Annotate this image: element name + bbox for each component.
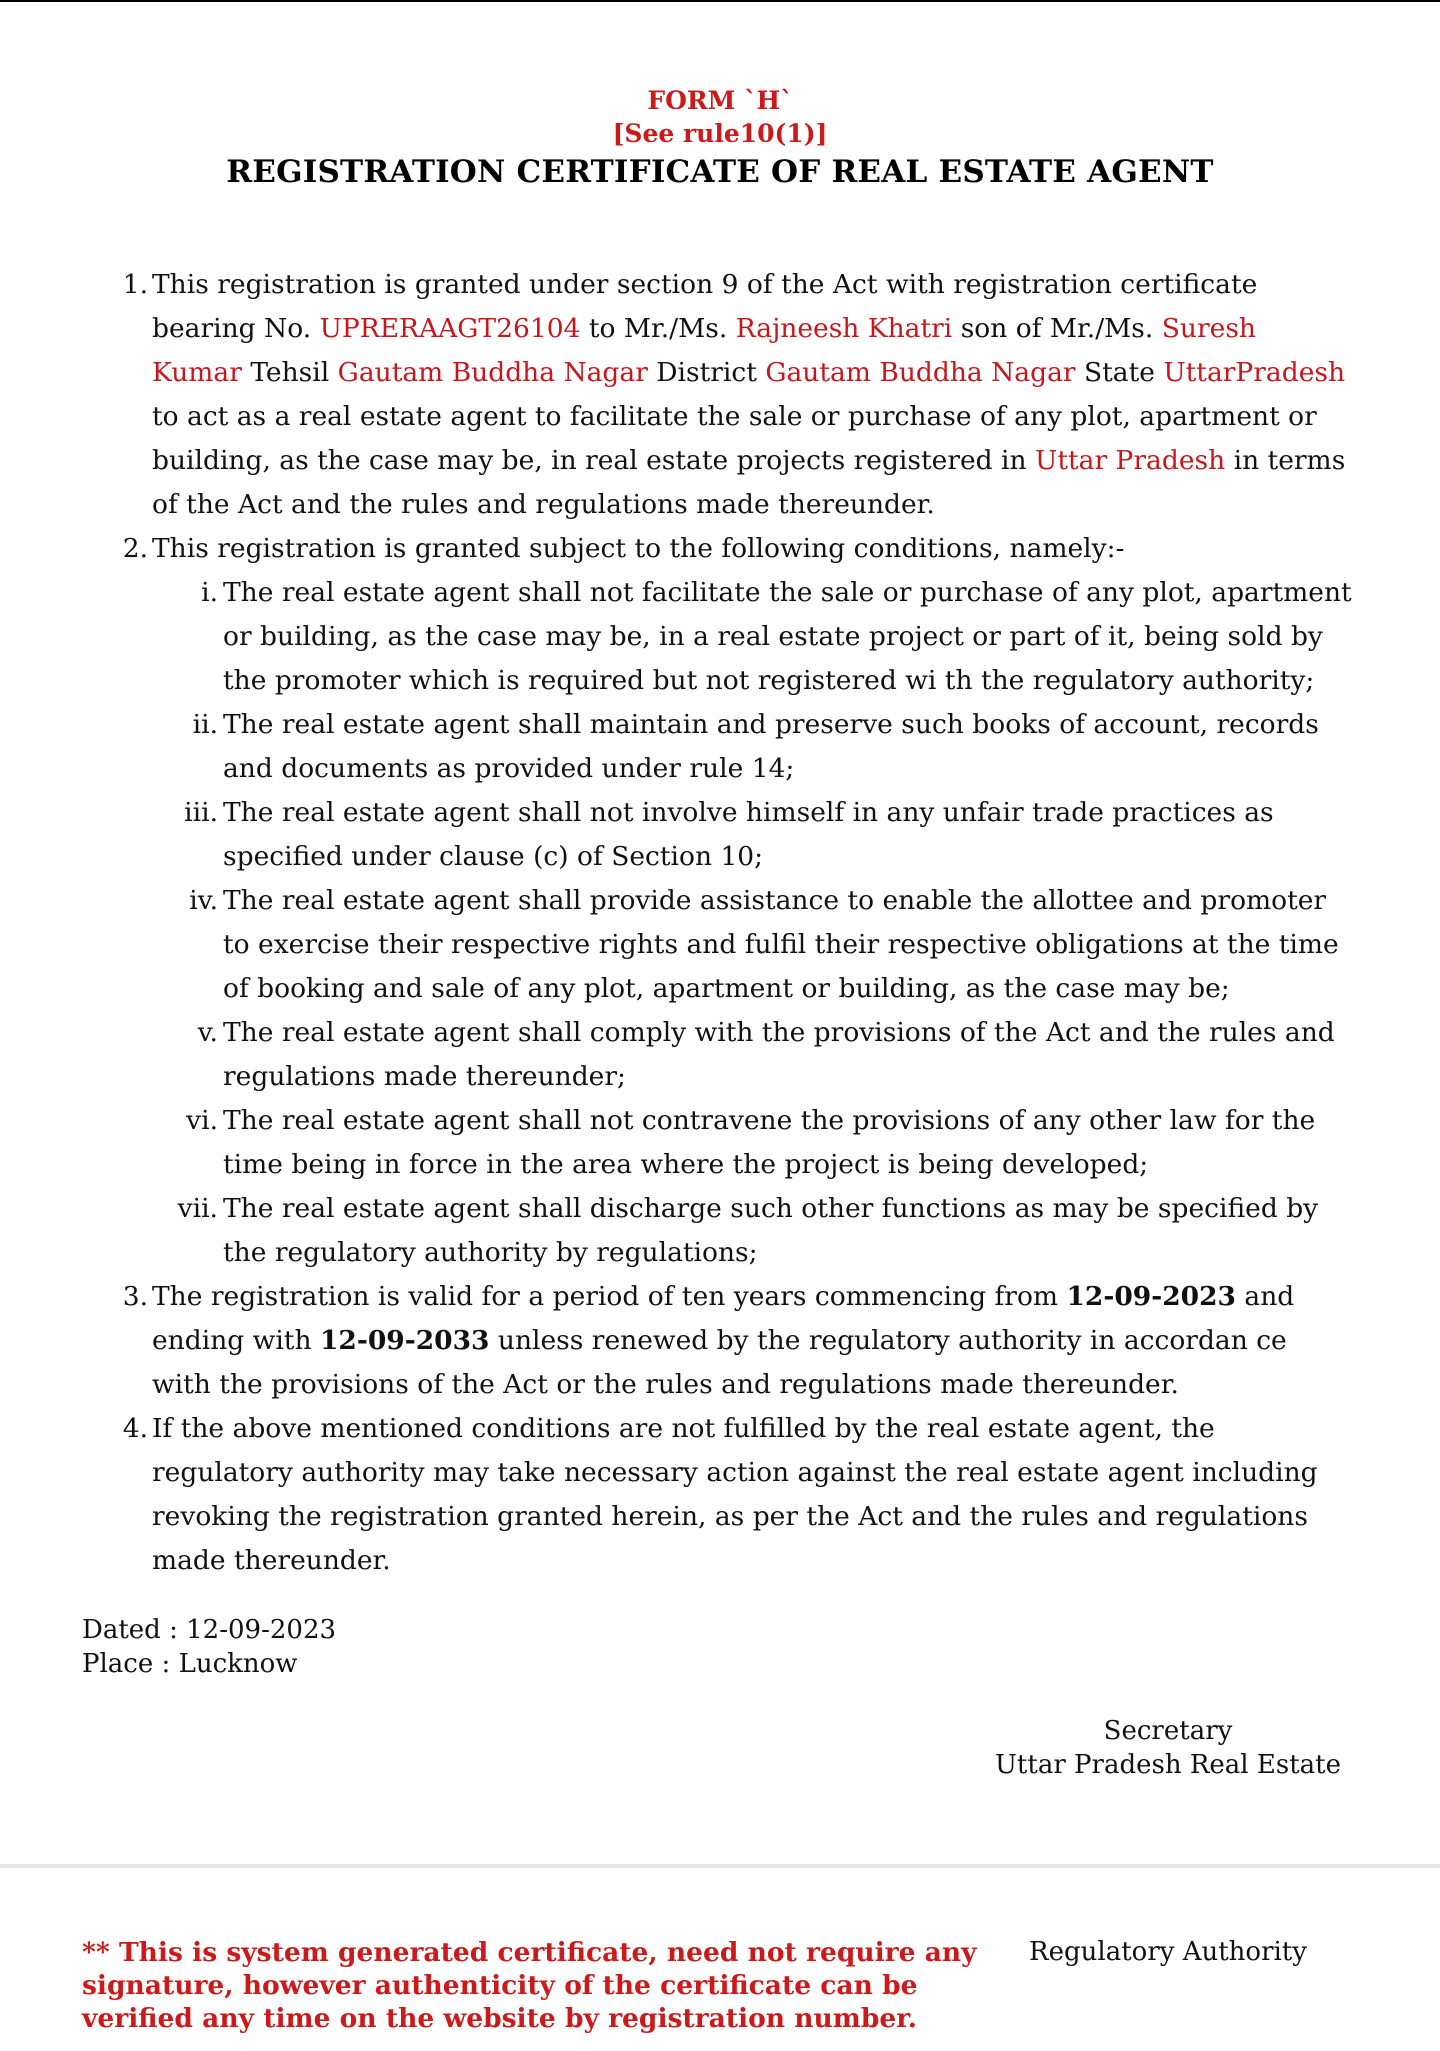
valid-to-date: 12-09-2033 xyxy=(319,1325,490,1356)
item-number: 1. xyxy=(122,269,148,300)
dated-line: Dated : 12-09-2023 xyxy=(82,1615,337,1645)
valid-from-date: 12-09-2023 xyxy=(1066,1281,1236,1312)
page-separator xyxy=(0,1864,1440,1868)
top-border xyxy=(0,0,1440,2)
signatory-org-continued: Regulatory Authority xyxy=(1029,1937,1307,1967)
date-place-block xyxy=(82,1613,336,1681)
form-label: FORM `H` xyxy=(647,86,793,115)
conditions-list xyxy=(0,263,1440,1583)
tehsil: Gautam Buddha Nagar xyxy=(337,357,648,388)
registration-number: UPRERAAGT26104 xyxy=(319,313,581,344)
list-item-2: 2. This registration is granted subject to the following conditions, namely:- xyxy=(0,527,1440,571)
parent-name: Suresh Kumar xyxy=(152,313,1256,388)
signatory-org: Uttar Pradesh Real Estate xyxy=(995,1750,1341,1780)
list-item-3: 3. The registration is valid for a period of ten years commencing from 12-09-2023 and ending with 12-09-2033 unless renewed by the regulatory authority in accordan ce with the provisions of the Act or the rules and regulations made thereunder. xyxy=(0,1275,1440,1407)
system-generated-note: ** This is system generated certificate, need not require any signature, however authenticity of the certificate can be verified any time on the website by registration number. xyxy=(82,1937,977,2034)
signatory-block xyxy=(968,1714,1368,1782)
list-item-4: 4. If the above mentioned conditions are not fulfilled by the real estate agent, the regulatory authority may take necessary action against the real estate agent including revoking the registration granted herein, as per the Act and the rules and regulations made thereunder. xyxy=(0,1407,1440,1583)
place-line: Place : Lucknow xyxy=(82,1649,298,1679)
item-number: 4. xyxy=(122,1413,148,1444)
condition-iii: iii. The real estate agent shall not involve himself in any unfair trade practices as specified under clause (c) of Section 10; xyxy=(184,797,1274,872)
district: Gautam Buddha Nagar xyxy=(765,357,1076,388)
item-number: 3. xyxy=(122,1281,148,1312)
condition-vii: vii. The real estate agent shall discharge such other functions as may be specified by the regulatory authority by regulations; xyxy=(177,1193,1319,1268)
condition-vi: vi. The real estate agent shall not contravene the provisions of any other law for the time being in force in the area where the project is being developed; xyxy=(186,1105,1316,1180)
condition-iv: iv. The real estate agent shall provide assistance to enable the allottee and promoter to exercise their respective rights and fulfil their respective obligations at the time of booking and sale of any plot, apartment or building, as the case may be; xyxy=(189,885,1339,1004)
condition-v: v. The real estate agent shall comply with the provisions of the Act and the rules and regulations made thereunder; xyxy=(197,1017,1335,1092)
project-state: Uttar Pradesh xyxy=(1035,445,1226,476)
condition-ii: ii. The real estate agent shall maintain and preserve such books of account, records and documents as provided under rule 14; xyxy=(192,709,1319,784)
issue-date: 12-09-2023 xyxy=(186,1615,337,1645)
certificate-title: REGISTRATION CERTIFICATE OF REAL ESTATE AGENT xyxy=(226,154,1214,190)
item-number: 2. xyxy=(122,533,148,564)
issue-place: Lucknow xyxy=(178,1649,298,1679)
signatory-designation: Secretary xyxy=(1103,1716,1233,1746)
condition-i: i. The real estate agent shall not facilitate the sale or purchase of any plot, apartment or building, as the case may be, in a real estate project or part of it, being sold by the promoter which is required but not registered wi th the regulatory authority; xyxy=(201,577,1352,696)
rule-reference: [See rule10(1)] xyxy=(612,119,828,148)
state: UttarPradesh xyxy=(1163,357,1346,388)
list-item-1: 1. This registration is granted under section 9 of the Act with registration certificate bearing No. UPRERAAGT26104 to Mr./Ms. Rajneesh Khatri son of Mr./Ms. Suresh Kumar Tehsil Gautam Buddha Nagar District Gautam Buddha Nagar State UttarPradesh to act as a real estate agent to facilitate the sale or purchase of any plot, apartment or building, as the case may be, in real estate projects registered in Uttar Pradesh in terms of the Act and the rules and regulations made thereunder. xyxy=(0,263,1440,527)
agent-name: Rajneesh Khatri xyxy=(735,313,953,344)
